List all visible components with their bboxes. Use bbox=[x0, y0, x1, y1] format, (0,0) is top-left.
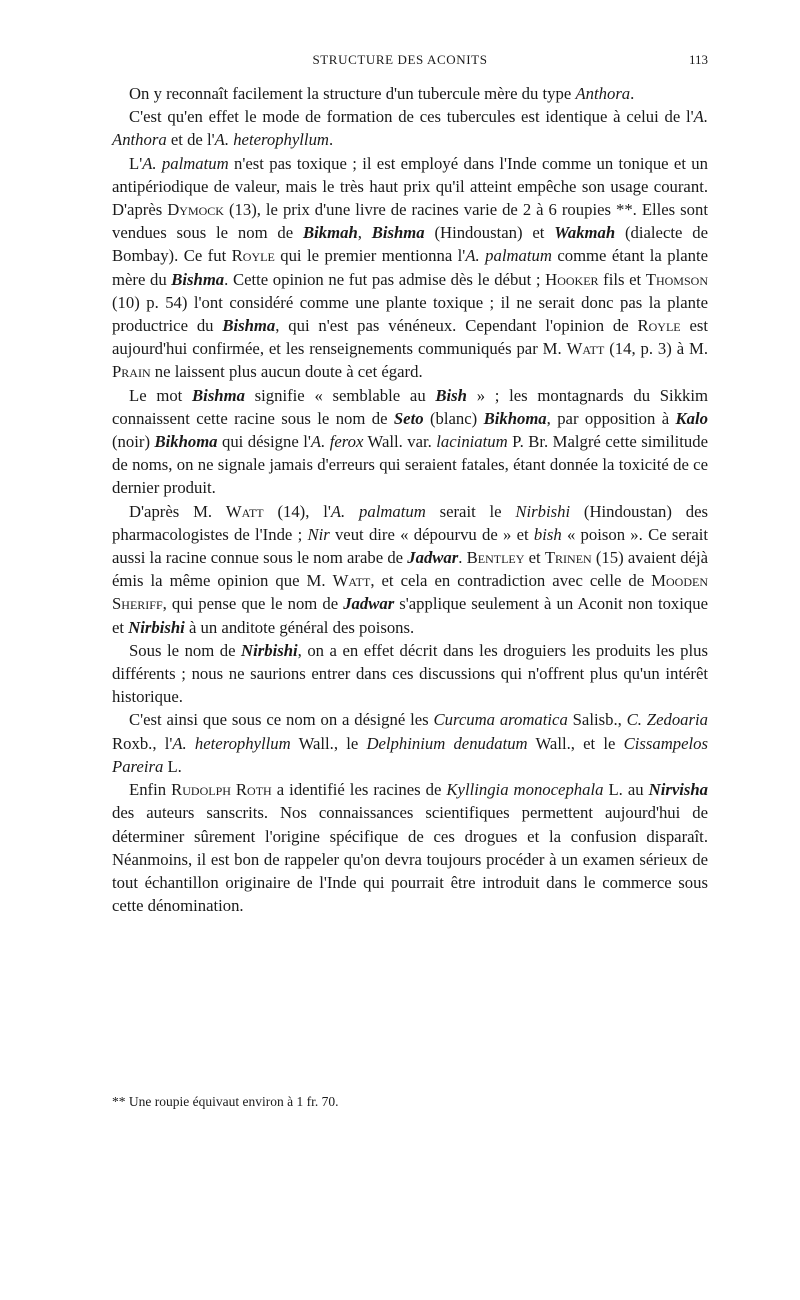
text-run: (10) p. 54) l'ont considéré comme une plante toxique ; il ne serait donc pas la plante productrice du bbox=[112, 292, 708, 336]
text-run: et de l' bbox=[166, 130, 215, 150]
species-name: A. heterophyllum bbox=[214, 130, 329, 150]
vernacular-name: Kalo bbox=[675, 408, 708, 428]
paragraph-8 bbox=[112, 778, 708, 917]
text-run: (dialecte de Bombay). Ce fut bbox=[112, 223, 709, 266]
body-text bbox=[112, 82, 708, 917]
vernacular-name: Nir bbox=[307, 524, 330, 544]
species-name: C. Zedoaria bbox=[626, 710, 708, 730]
paragraph-4 bbox=[112, 384, 708, 500]
text-run: . Cette opinion ne fut pas admise dès le début ; bbox=[224, 269, 546, 289]
page-number: 113 bbox=[688, 52, 708, 67]
text-run: à un anditote général des poisons. bbox=[184, 617, 415, 637]
vernacular-name: bish bbox=[533, 524, 562, 544]
species-name: A. Anthora bbox=[112, 107, 708, 150]
vernacular-name: Bikhoma bbox=[154, 432, 218, 452]
author-name: Dymock bbox=[167, 200, 224, 220]
vernacular-name: Seto bbox=[393, 408, 424, 428]
text-run: a identifié les racines de bbox=[271, 780, 447, 800]
species-name: Anthora bbox=[575, 84, 631, 103]
vernacular-name: Bishma bbox=[171, 269, 225, 289]
species-name: laciniatum bbox=[436, 432, 508, 452]
author-name: Watt bbox=[332, 571, 371, 591]
running-title: STRUCTURE DES ACONITS bbox=[312, 52, 488, 67]
text-run: Sous le nom de bbox=[129, 640, 242, 660]
vernacular-name: Wakmah bbox=[554, 223, 616, 243]
vernacular-name: Nirvisha bbox=[648, 780, 708, 800]
text-run: (13), le prix d'une livre de racines varie de 2 à 6 roupies **. Elles sont vendues sous le nom de bbox=[112, 200, 708, 243]
vernacular-name: Bikhoma bbox=[483, 408, 547, 428]
author-name: Royle bbox=[231, 246, 275, 266]
text-run: , par opposition à bbox=[546, 408, 676, 428]
text-run: On y reconnaît facilement la structure d'un tubercule mère du type bbox=[129, 84, 576, 103]
author-name: Watt bbox=[225, 501, 264, 521]
text-run: L. au bbox=[603, 780, 649, 800]
page-header bbox=[0, 52, 800, 76]
text-run: , et cela en contradiction avec celle de bbox=[370, 571, 652, 591]
species-name: Kyllingia monocephala bbox=[446, 780, 604, 800]
text-run: , qui n'est pas vénéneux. Cependant l'opinion de bbox=[275, 316, 638, 336]
vernacular-name: Bishma bbox=[371, 223, 425, 243]
text-run: L. bbox=[163, 756, 182, 776]
text-run: « poison ». Ce serait aussi la racine connue sous le nom arabe de bbox=[112, 524, 708, 568]
vernacular-name: Bikmah bbox=[303, 223, 358, 243]
text-run: et bbox=[524, 548, 545, 568]
text-run: . bbox=[458, 548, 467, 568]
author-name: Prain bbox=[112, 362, 151, 382]
text-run: Wall., le bbox=[290, 733, 367, 753]
species-name: Cissampelos Pareira bbox=[112, 733, 708, 776]
author-name: Royle bbox=[637, 316, 681, 336]
text-run: serait le bbox=[425, 501, 516, 521]
author-name: Hooker bbox=[545, 269, 599, 289]
author-name: Thomson bbox=[645, 269, 708, 289]
species-name: A. heterophyllum bbox=[172, 733, 291, 753]
text-run: (15) avaient déjà émis la même opinion que M. bbox=[112, 548, 709, 591]
text-run: L' bbox=[129, 153, 143, 173]
paragraph-1 bbox=[112, 82, 708, 105]
author-name: Watt bbox=[566, 339, 605, 359]
vernacular-name: Nirbishi bbox=[128, 617, 185, 637]
text-run: Salisb., bbox=[567, 710, 627, 730]
text-run: veut dire « dépourvu de » et bbox=[329, 524, 534, 544]
text-run: Wall., et le bbox=[527, 733, 624, 753]
text-run: qui désigne l' bbox=[217, 432, 311, 452]
text-run: » ; les montagnards du Sikkim connaissent cette racine sous le nom de bbox=[112, 385, 708, 428]
text-run: Le mot bbox=[129, 385, 193, 405]
vernacular-name: Bish bbox=[435, 385, 467, 405]
text-run: Wall. var. bbox=[363, 432, 437, 452]
paragraph-5 bbox=[112, 500, 708, 639]
text-run: fils et bbox=[598, 269, 646, 289]
text-run: . bbox=[630, 84, 635, 103]
text-run: P. Br. Malgré cette similitude de noms, on ne signale jamais d'erreurs qui seraient fatales, étant donnée la toxicité de ce dernier produit. bbox=[112, 432, 708, 498]
vernacular-name: Jadwar bbox=[343, 594, 395, 614]
paragraph-7 bbox=[112, 708, 708, 778]
text-run: comme étant la plante mère du bbox=[112, 246, 708, 289]
text-run: (blanc) bbox=[423, 408, 484, 428]
vernacular-name: Bishma bbox=[222, 316, 276, 336]
text-run: qui le premier mentionna l' bbox=[274, 246, 466, 266]
text-run: D'après M. bbox=[129, 501, 226, 521]
text-run: (Hindoustan) et bbox=[424, 223, 555, 243]
text-run: ne laissent plus aucun doute à cet égard. bbox=[150, 362, 423, 382]
vernacular-name: Nirbishi bbox=[241, 640, 298, 660]
vernacular-name: Nirbishi bbox=[515, 501, 571, 521]
text-run: , on a en effet décrit dans les droguiers les produits les plus différents ; nous ne saurions entrer dans ces discussions qui n'offrent plus qu'un intérêt historique. bbox=[112, 640, 708, 707]
author-name: Bentley bbox=[466, 548, 525, 568]
text-run: (14, p. 3) à M. bbox=[604, 339, 709, 359]
text-run: signifie « semblable au bbox=[244, 385, 436, 405]
species-name: A. palmatum bbox=[330, 501, 426, 521]
paragraph-6 bbox=[112, 639, 708, 709]
text-run: Roxb., l' bbox=[112, 733, 173, 753]
paragraph-3 bbox=[112, 152, 708, 384]
text-run: , qui pense que le nom de bbox=[162, 594, 344, 614]
text-run: (Hindoustan) des pharmacologistes de l'Inde ; bbox=[112, 501, 708, 544]
species-name: Curcuma aromatica bbox=[433, 710, 568, 730]
text-run: n'est pas toxique ; il est employé dans l'Inde comme un tonique et un antipériodique de valeur, mais le très haut prix qu'il atteint empêche son usage courant. D'après bbox=[112, 153, 708, 220]
paragraph-2 bbox=[112, 105, 708, 151]
text-run: C'est qu'en effet le mode de formation de ces tubercules est identique à celui de l' bbox=[129, 107, 694, 127]
text-run: s'applique seulement à un Aconit non toxique et bbox=[112, 594, 708, 637]
text-run: (14), l' bbox=[263, 501, 331, 521]
text-run: des auteurs sanscrits. Nos connaissances scientifiques permettent aujourd'hui de déterminer sûrement l'origine spécifique de ces drogues et la confusion disparaît. Néanmoins, il est bon de rappeler qu'on devra toujours procéder à un examen sérieux de tout échantillon originaire de l'Inde qui pourrait être introduit dans le commerce sous cette dénomination. bbox=[112, 803, 708, 916]
text-run: . bbox=[328, 130, 334, 150]
footnote: ** Une roupie équivaut environ à 1 fr. 70. bbox=[112, 1094, 339, 1109]
text-run: est aujourd'hui confirmée, et les renseignements communiqués par M. bbox=[112, 316, 708, 359]
author-name: Trinen bbox=[544, 548, 592, 568]
text-run: (noir) bbox=[112, 432, 155, 452]
text-run: C'est ainsi que sous ce nom on a désigné les bbox=[129, 710, 434, 730]
species-name: A. palmatum bbox=[465, 246, 552, 266]
vernacular-name: Bishma bbox=[192, 385, 245, 405]
species-name: A. palmatum bbox=[142, 153, 229, 173]
text-run: Enfin bbox=[129, 780, 172, 800]
text-run: , bbox=[357, 223, 372, 243]
vernacular-name: Jadwar bbox=[407, 548, 459, 568]
author-name: Mooden Sheriff bbox=[112, 571, 708, 614]
author-name: Rudolph Roth bbox=[171, 780, 272, 800]
species-name: Delphinium denudatum bbox=[366, 733, 528, 753]
species-name: A. ferox bbox=[310, 432, 364, 452]
